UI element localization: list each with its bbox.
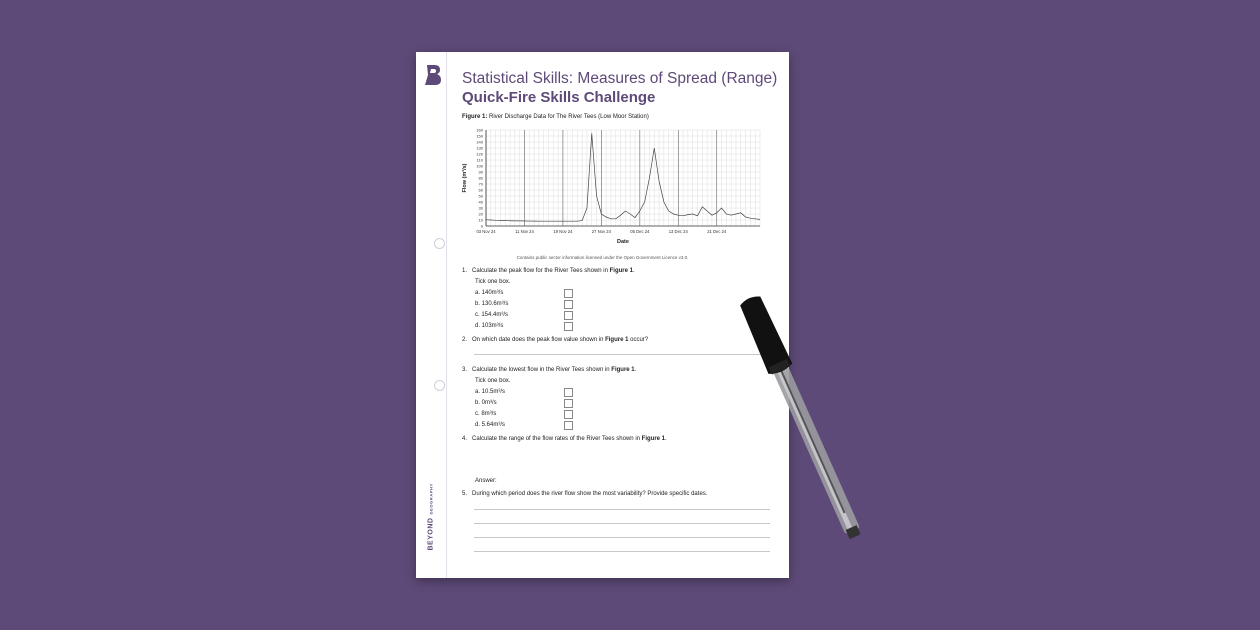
q3-option-b: b. 0m³/s bbox=[475, 400, 497, 406]
q5-answer-line-3[interactable] bbox=[474, 537, 770, 538]
y-tick-label: 140 bbox=[476, 139, 483, 145]
x-tick-label: 21 Dec 24 bbox=[707, 229, 727, 234]
q3-option-a: a. 10.5m³/s bbox=[475, 389, 506, 395]
beyond-logo-icon bbox=[424, 64, 442, 86]
q3-checkbox-a[interactable] bbox=[564, 388, 573, 397]
figure-caption: Figure 1: River Discharge Data for The River Tees (Low Moor Station) bbox=[462, 114, 649, 120]
q1-option-d: d. 103m³/s bbox=[475, 323, 504, 329]
y-tick-label: 70 bbox=[478, 181, 483, 187]
q3-option-d: d. 5.64m³/s bbox=[475, 422, 506, 428]
y-tick-label: 20 bbox=[478, 211, 483, 217]
q3-checkbox-c[interactable] bbox=[564, 410, 573, 419]
y-tick-label: 100 bbox=[476, 163, 483, 169]
y-tick-label: 30 bbox=[478, 205, 483, 211]
x-axis-label: Date bbox=[617, 239, 629, 245]
y-tick-label: 60 bbox=[478, 187, 483, 193]
ballpoint-pen-icon bbox=[738, 292, 868, 552]
q3-checkbox-d[interactable] bbox=[564, 421, 573, 430]
q3-option-c: c. 8m³/s bbox=[475, 411, 497, 417]
y-tick-label: 150 bbox=[476, 133, 483, 139]
page-title: Statistical Skills: Measures of Spread (Range) bbox=[462, 70, 778, 87]
q3-checkbox-b[interactable] bbox=[564, 399, 573, 408]
y-tick-label: 80 bbox=[478, 175, 483, 181]
x-tick-label: 11 Nov 24 bbox=[515, 229, 534, 234]
x-tick-label: 27 Nov 24 bbox=[591, 229, 611, 234]
x-tick-label: 19 Nov 24 bbox=[553, 229, 573, 234]
y-tick-label: 90 bbox=[478, 169, 483, 175]
question-4: 4. Calculate the range of the flow rates of the River Tees shown in Figure 1. bbox=[462, 436, 667, 442]
worksheet-page bbox=[416, 52, 789, 578]
q3-instruction: Tick one box. bbox=[475, 378, 511, 384]
q2-answer-line[interactable] bbox=[474, 354, 770, 355]
q5-answer-line-2[interactable] bbox=[474, 523, 770, 524]
x-tick-label: 03 Nov 24 bbox=[476, 229, 496, 234]
q5-answer-line-4[interactable] bbox=[474, 551, 770, 552]
question-5: 5. During which period does the river flow show the most variability? Provide specific dates. bbox=[462, 491, 708, 497]
q1-checkbox-d[interactable] bbox=[564, 322, 573, 331]
q1-checkbox-a[interactable] bbox=[564, 289, 573, 298]
q1-option-b: b. 130.6m³/s bbox=[475, 301, 509, 307]
y-tick-label: 130 bbox=[476, 145, 483, 151]
q5-answer-line-1[interactable] bbox=[474, 509, 770, 510]
y-tick-label: 110 bbox=[476, 157, 483, 163]
river-flow-chart bbox=[458, 124, 778, 259]
q1-option-c: c. 154.4m³/s bbox=[475, 312, 509, 318]
question-3: 3. Calculate the lowest flow in the River Tees shown in Figure 1. bbox=[462, 367, 637, 373]
brand-logo-text: BEYOND GEOGRAPHY bbox=[427, 483, 435, 551]
y-tick-label: 10 bbox=[478, 217, 483, 223]
y-tick-label: 120 bbox=[476, 151, 483, 157]
y-tick-label: 0 bbox=[480, 223, 483, 229]
y-tick-label: 40 bbox=[478, 199, 483, 205]
margin-line bbox=[446, 52, 447, 578]
punch-hole-top bbox=[434, 238, 445, 249]
licence-credit: Contains public sector information licensed under the Open Government Licence v3.0. bbox=[516, 255, 689, 260]
y-tick-label: 160 bbox=[476, 127, 483, 133]
question-2: 2. On which date does the peak flow value shown in Figure 1 occur? bbox=[462, 337, 649, 343]
q1-option-a: a. 140m³/s bbox=[475, 290, 504, 296]
question-1: 1. Calculate the peak flow for the River Tees shown in Figure 1. bbox=[462, 268, 635, 274]
punch-hole-bottom bbox=[434, 380, 445, 391]
y-axis-label: Flow (m³/s) bbox=[462, 163, 468, 193]
x-tick-label: 05 Dec 24 bbox=[630, 229, 650, 234]
q1-checkbox-c[interactable] bbox=[564, 311, 573, 320]
q1-instruction: Tick one box. bbox=[475, 279, 511, 285]
x-tick-label: 13 Dec 24 bbox=[668, 229, 688, 234]
q4-answer-label: Answer: bbox=[475, 478, 497, 484]
page-subtitle: Quick-Fire Skills Challenge bbox=[462, 89, 656, 106]
y-tick-label: 50 bbox=[478, 193, 483, 199]
q1-checkbox-b[interactable] bbox=[564, 300, 573, 309]
